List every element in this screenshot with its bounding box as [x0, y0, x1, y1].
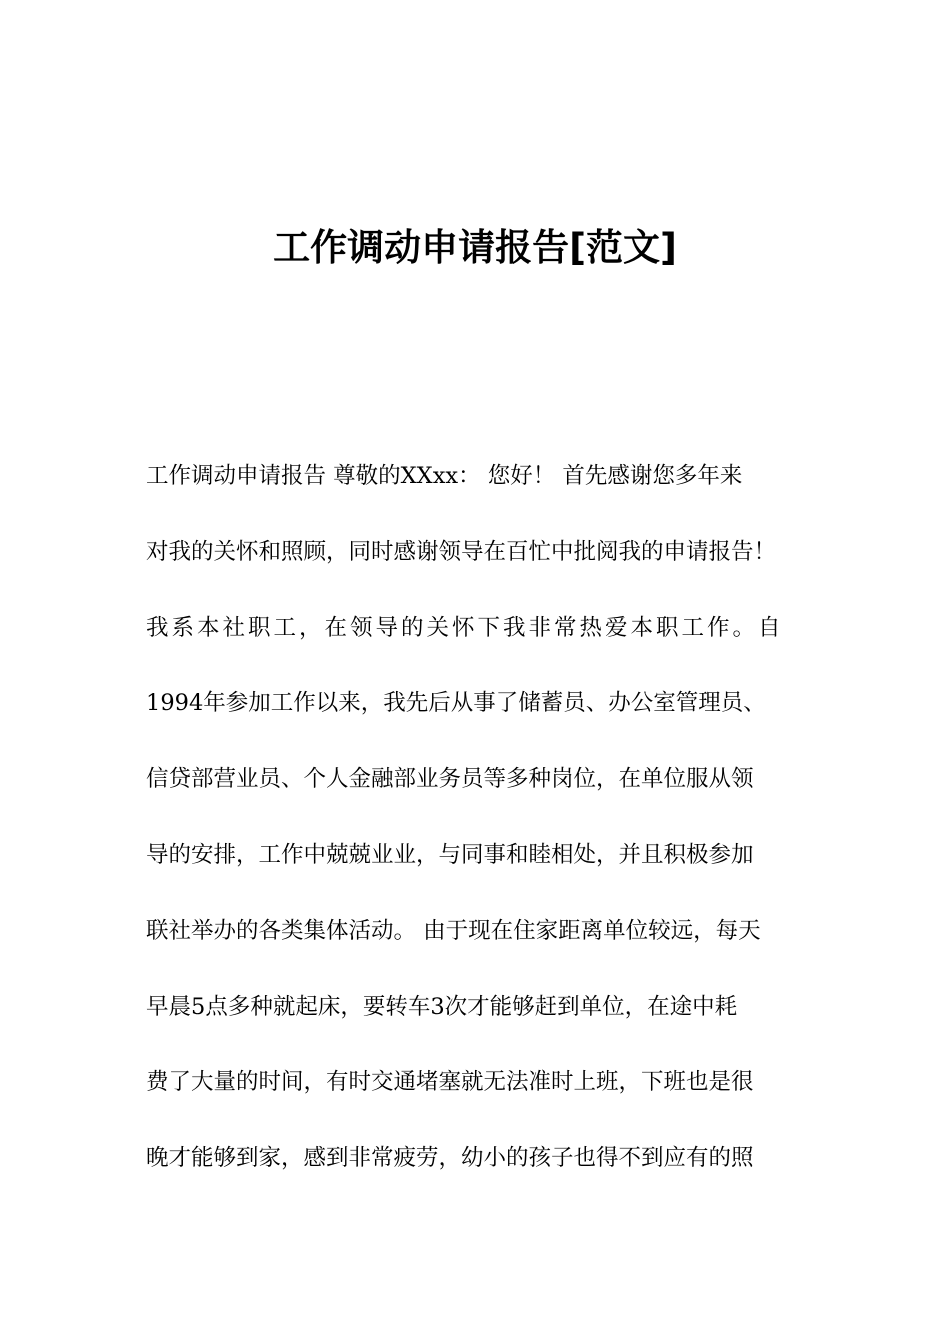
body-line-4: 1994年参加工作以来，我先后从事了储蓄员、办公室管理员、: [146, 690, 766, 717]
document-body: [146, 456, 826, 1214]
body-line-8: 早晨5点多种就起床，要转车3次才能够赶到单位，在途中耗: [146, 993, 738, 1020]
body-line-5: 信贷部营业员、个人金融部业务员等多种岗位，在单位服从领: [146, 766, 754, 793]
body-line-7: 联社举办的各类集体活动。 由于现在住家距离单位较远，每天: [146, 917, 761, 944]
body-line-3: 我系本社职工，在领导的关怀下我非常热爱本职工作。自: [146, 614, 784, 641]
body-line-10: 晚才能够到家，感到非常疲劳，幼小的孩子也得不到应有的照: [146, 1145, 754, 1172]
document-title: 工作调动申请报告[范文]: [273, 226, 677, 269]
body-line-2: 对我的关怀和照顾，同时感谢领导在百忙中批阅我的申请报告！: [146, 538, 777, 565]
body-line-1: 工作调动申请报告 尊敬的XXxx： 您好！ 首先感谢您多年来: [146, 463, 743, 489]
body-line-6: 导的安排，工作中兢兢业业，与同事和睦相处，并且积极参加: [146, 841, 754, 868]
body-line-9: 费了大量的时间，有时交通堵塞就无法准时上班，下班也是很: [146, 1069, 754, 1096]
